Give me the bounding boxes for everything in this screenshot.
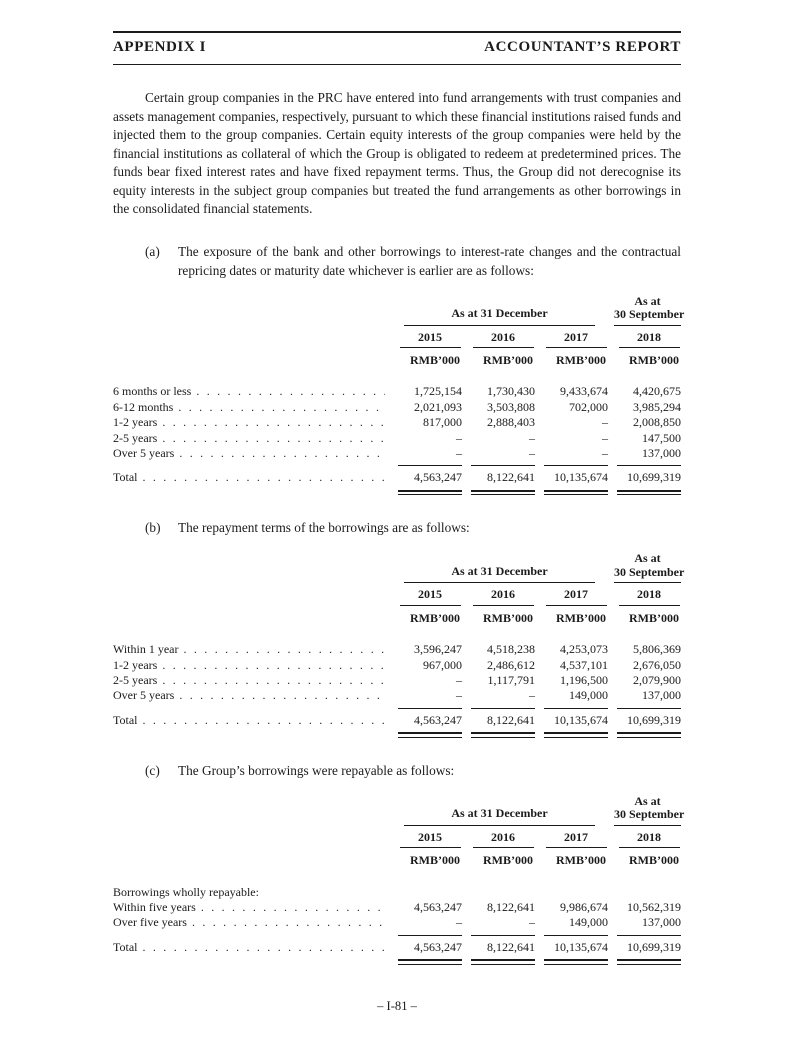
table-a-unit-row (113, 353, 681, 368)
value-2018: 5,806,369 (633, 642, 681, 657)
year-column-2016: 2016 (473, 587, 534, 605)
row-label: 1-2 years (113, 657, 158, 672)
double-rule (471, 490, 535, 496)
dot-leader (162, 658, 385, 673)
value-2016: 1,117,791 (487, 672, 535, 687)
total-label: Total (113, 470, 138, 485)
section-b (113, 518, 681, 537)
value-2018: 137,000 (642, 445, 681, 460)
table-b-year-row (113, 587, 681, 605)
value-2016: – (529, 688, 535, 703)
double-rule-row (113, 955, 681, 965)
dot-leader (178, 400, 385, 415)
column-rule (398, 708, 462, 709)
dot-leader (162, 673, 385, 688)
september-line2: 30 September (614, 807, 685, 822)
value-2015: – (456, 672, 462, 687)
september-line1: As at (634, 551, 661, 566)
table-row (113, 673, 681, 688)
single-rule-row (113, 708, 681, 709)
total-2017: 10,135,674 (554, 470, 608, 485)
row-label: 6 months or less (113, 384, 192, 399)
appendix-title: APPENDIX I (113, 39, 207, 55)
september-line2: 30 September (614, 564, 685, 579)
value-2016: 2,888,403 (487, 415, 535, 430)
table-row (113, 415, 681, 430)
year-column-2017: 2017 (546, 330, 607, 348)
value-2016: – (529, 445, 535, 460)
value-2017: 4,537,101 (560, 657, 608, 672)
table-b-unit-row (113, 611, 681, 626)
value-2018: 4,420,675 (633, 384, 681, 399)
value-2017: 9,986,674 (560, 900, 608, 914)
table-row (113, 446, 681, 461)
row-label: Over 5 years (113, 445, 175, 460)
dot-leader (201, 900, 385, 915)
total-2018: 10,699,319 (627, 939, 681, 954)
dot-leader (192, 915, 385, 930)
value-2018: 2,008,850 (633, 415, 681, 430)
value-2016: 8,122,641 (487, 900, 535, 914)
row-label: Over 5 years (113, 688, 175, 703)
double-rule (617, 490, 681, 496)
total-row (113, 470, 681, 485)
row-label: Within 1 year (113, 642, 179, 657)
table-b-group-header-row (113, 551, 685, 583)
column-rule (617, 465, 681, 466)
value-2016: – (529, 915, 535, 930)
total-label: Total (113, 939, 138, 954)
table-row (113, 688, 681, 703)
dot-leader (162, 431, 385, 446)
column-rule (471, 708, 535, 709)
value-2015: 3,596,247 (414, 642, 462, 657)
value-2015: 2,021,093 (414, 399, 462, 414)
dot-leader (143, 713, 386, 728)
double-rule (471, 959, 535, 965)
column-rule (398, 935, 462, 936)
subheading-label: Borrowings wholly repayable: (113, 884, 259, 899)
year-column-2018: 2018 (619, 830, 680, 848)
table-c-unit-row (113, 853, 681, 868)
year-column-2015: 2015 (400, 330, 461, 348)
year-column-2016: 2016 (473, 330, 534, 348)
double-rule (398, 732, 462, 738)
unit-label: RMB’000 (629, 610, 679, 625)
table-a-group-header-row (113, 293, 685, 326)
unit-label: RMB’000 (483, 610, 533, 625)
unit-label: RMB’000 (556, 352, 606, 367)
dot-leader (162, 415, 385, 430)
total-label: Total (113, 712, 138, 727)
table-c-year-row (113, 830, 681, 848)
total-2018: 10,699,319 (627, 712, 681, 727)
value-2017: 1,196,500 (560, 672, 608, 687)
table-row (113, 400, 681, 415)
row-label: 6-12 months (113, 399, 174, 414)
row-label: Within five years (113, 900, 196, 914)
dot-leader (196, 384, 385, 399)
september-line2: 30 September (614, 307, 685, 321)
section-b-text: The repayment terms of the borrowings are as follows: (178, 520, 470, 536)
row-label: 2-5 years (113, 672, 158, 687)
unit-label: RMB’000 (556, 610, 606, 625)
column-rule (471, 935, 535, 936)
value-2017: 702,000 (569, 399, 608, 414)
total-2016: 8,122,641 (487, 470, 535, 485)
double-rule-row (113, 728, 681, 738)
value-2017: – (602, 430, 608, 445)
value-2015: 1,725,154 (414, 384, 462, 399)
value-2017: 9,433,674 (560, 384, 608, 399)
value-2017: 149,000 (569, 915, 608, 930)
year-column-2015: 2015 (400, 587, 461, 605)
table-row (113, 431, 681, 446)
total-2015: 4,563,247 (414, 470, 462, 485)
single-rule-row (113, 465, 681, 466)
value-2015: – (456, 430, 462, 445)
total-2016: 8,122,641 (487, 712, 535, 727)
column-group-september (614, 293, 685, 326)
dot-leader (184, 642, 386, 657)
year-column-2016: 2016 (473, 830, 534, 848)
column-group-december: As at 31 December (404, 306, 595, 325)
header-bottom-rule (113, 64, 681, 65)
unit-label: RMB’000 (629, 853, 679, 868)
unit-label: RMB’000 (410, 352, 460, 367)
table-row (113, 915, 681, 930)
page-number: – I-81 – (377, 999, 417, 1013)
value-2018: 10,562,319 (627, 900, 681, 914)
row-label: 1-2 years (113, 415, 158, 430)
year-column-2015: 2015 (400, 830, 461, 848)
section-c (113, 761, 681, 780)
column-group-december: As at 31 December (404, 806, 595, 825)
column-rule (617, 935, 681, 936)
value-2018: 147,500 (642, 430, 681, 445)
header-top-rule (113, 31, 681, 33)
dot-leader (143, 940, 386, 955)
value-2017: – (602, 445, 608, 460)
unit-label: RMB’000 (410, 853, 460, 868)
subheading-row (113, 885, 681, 900)
value-2018: 137,000 (642, 915, 681, 930)
year-column-2017: 2017 (546, 587, 607, 605)
table-c-group-header-row (113, 793, 685, 826)
unit-label: RMB’000 (483, 352, 533, 367)
year-column-2018: 2018 (619, 330, 680, 348)
table-row (113, 658, 681, 673)
column-rule (544, 465, 608, 466)
double-rule (471, 732, 535, 738)
value-2018: 2,676,050 (633, 657, 681, 672)
value-2015: – (456, 688, 462, 703)
unit-label: RMB’000 (556, 853, 606, 868)
row-label: 2-5 years (113, 430, 158, 445)
section-a (113, 242, 681, 280)
column-group-december: As at 31 December (404, 564, 595, 583)
intro-paragraph: Certain group companies in the PRC have entered into fund arrangements with trust companies and assets management companies, respectively, pursuant to which these financial institutions raised funds and injected them to the group companies. Certain equity interests of the group companies were held by the financial institutions as collateral of which the Group is obligated to redeem at predetermined prices. The funds bear fixed interest rates and have fixed repayment terms. Thus, the Group did not derecognise its equity interests in the subject group companies but treated the fund arrangements as other borrowings in the consolidated financial statements. (113, 90, 681, 216)
september-line1: As at (634, 793, 661, 808)
value-2018: 3,985,294 (633, 399, 681, 414)
table-row (113, 642, 681, 657)
dot-leader (179, 446, 385, 461)
value-2018: 2,079,900 (633, 672, 681, 687)
column-rule (544, 708, 608, 709)
unit-label: RMB’000 (483, 853, 533, 868)
table-a-year-row (113, 330, 681, 348)
single-rule-row (113, 935, 681, 936)
total-2017: 10,135,674 (554, 939, 608, 954)
dot-leader (179, 688, 385, 703)
table-row (113, 900, 681, 915)
row-label: Over five years (113, 915, 187, 930)
value-2015: 817,000 (423, 415, 462, 430)
total-2018: 10,699,319 (627, 470, 681, 485)
value-2017: – (602, 415, 608, 430)
total-row (113, 940, 681, 955)
value-2015: – (456, 445, 462, 460)
value-2016: 4,518,238 (487, 642, 535, 657)
value-2018: 137,000 (642, 688, 681, 703)
double-rule (544, 959, 608, 965)
column-rule (398, 465, 462, 466)
value-2016: 1,730,430 (487, 384, 535, 399)
double-rule (398, 959, 462, 965)
section-c-text: The Group’s borrowings were repayable as follows: (178, 762, 455, 778)
total-row (113, 713, 681, 728)
value-2015: – (456, 915, 462, 930)
section-a-text: The exposure of the bank and other borrowings to interest-rate changes and the contractual repricing dates or maturity date whichever is earlier are as follows: (178, 243, 681, 278)
double-rule (398, 490, 462, 496)
value-2017: 149,000 (569, 688, 608, 703)
value-2016: – (529, 430, 535, 445)
column-rule (544, 935, 608, 936)
total-2017: 10,135,674 (554, 712, 608, 727)
double-rule (617, 959, 681, 965)
table-row (113, 384, 681, 399)
page-header (113, 39, 681, 56)
dot-leader (143, 470, 386, 485)
double-rule (544, 490, 608, 496)
double-rule (617, 732, 681, 738)
repayable-table (113, 793, 685, 965)
total-2016: 8,122,641 (487, 939, 535, 954)
column-group-september (614, 793, 685, 826)
value-2015: 4,563,247 (414, 900, 462, 914)
double-rule-row (113, 486, 681, 496)
double-rule (544, 732, 608, 738)
section-a-marker: (a) (145, 243, 160, 259)
repayment-terms-table (113, 551, 685, 737)
value-2016: 2,486,612 (487, 657, 535, 672)
column-rule (617, 708, 681, 709)
year-column-2017: 2017 (546, 830, 607, 848)
unit-label: RMB’000 (410, 610, 460, 625)
year-column-2018: 2018 (619, 587, 680, 605)
section-b-marker: (b) (145, 520, 161, 536)
column-rule (471, 465, 535, 466)
value-2017: 4,253,073 (560, 642, 608, 657)
total-2015: 4,563,247 (414, 712, 462, 727)
total-2015: 4,563,247 (414, 939, 462, 954)
section-c-marker: (c) (145, 762, 160, 778)
interest-rate-exposure-table (113, 293, 685, 496)
unit-label: RMB’000 (629, 352, 679, 367)
report-title: ACCOUNTANT’S REPORT (484, 39, 681, 55)
september-line1: As at (634, 293, 661, 308)
value-2016: 3,503,808 (487, 399, 535, 414)
column-group-september (614, 551, 685, 583)
value-2015: 967,000 (423, 657, 462, 672)
